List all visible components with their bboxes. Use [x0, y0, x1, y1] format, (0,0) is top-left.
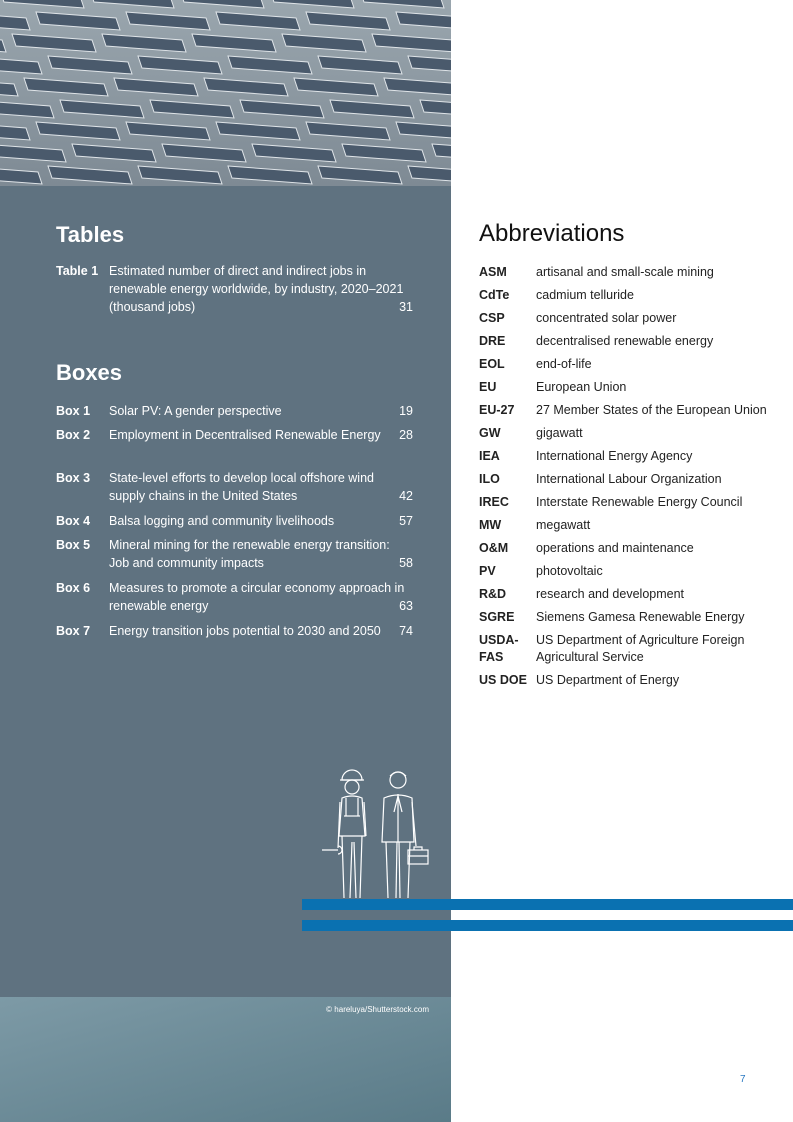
abbreviation-definition: concentrated solar power [536, 311, 677, 325]
abbreviation-definition: operations and maintenance [536, 541, 694, 555]
abbreviation-row [479, 672, 779, 689]
entry-page: 57 [396, 512, 413, 530]
entry-page: 74 [396, 622, 413, 640]
abbreviation-term: IEA [479, 449, 500, 463]
abbreviation-definition: artisanal and small-scale mining [536, 265, 714, 279]
entry-title: Solar PV: A gender perspective [109, 404, 282, 418]
toc-entry-box-5[interactable] [56, 536, 413, 572]
abbreviation-row [479, 540, 779, 557]
abbreviation-term: DRE [479, 334, 506, 348]
boxes-heading: Boxes [56, 360, 123, 385]
abbreviation-definition: cadmium telluride [536, 288, 634, 302]
abbreviation-row [479, 287, 779, 304]
abbreviation-term: O&M [479, 541, 509, 555]
entry-title: Mineral mining for the renewable energy transition: Job and community impacts [109, 538, 390, 570]
abbreviation-row [479, 563, 779, 580]
abbreviation-row [479, 632, 779, 666]
abbreviations-heading: Abbreviations [479, 220, 625, 247]
abbreviation-row [479, 402, 779, 419]
entry-page: 31 [396, 298, 413, 316]
entry-title: Energy transition jobs potential to 2030 and 2050 [109, 624, 381, 638]
abbreviation-term: EU [479, 380, 497, 394]
entry-page: 63 [396, 597, 413, 615]
abbreviation-definition: European Union [536, 380, 627, 394]
entry-page: 42 [396, 487, 413, 505]
abbreviation-term: GW [479, 426, 501, 440]
abbreviation-definition: US Department of Agriculture Foreign Agricultural Service [536, 633, 745, 664]
abbreviation-definition: gigawatt [536, 426, 583, 440]
entry-page: 58 [396, 554, 413, 572]
workers-illustration-icon [318, 766, 433, 900]
abbreviation-term: SGRE [479, 610, 515, 624]
abbreviation-definition: International Labour Organization [536, 472, 722, 486]
entry-title: Employment in Decentralised Renewable Energy [109, 428, 381, 442]
entry-label: Box 4 [56, 514, 91, 528]
abbreviation-term: CdTe [479, 288, 510, 302]
abbreviation-term: CSP [479, 311, 505, 325]
abbreviation-row [479, 333, 779, 350]
toc-entry-box-2[interactable] [56, 426, 413, 444]
abbreviation-term: EOL [479, 357, 505, 371]
abbreviation-definition: research and development [536, 587, 685, 601]
entry-page: 19 [396, 402, 413, 420]
abbreviation-row [479, 264, 779, 281]
page-number: 7 [740, 1074, 746, 1085]
abbreviation-row [479, 425, 779, 442]
toc-entry-box-3[interactable] [56, 469, 413, 505]
entry-title: State-level efforts to develop local offshore wind supply chains in the United States [109, 471, 374, 503]
entry-label: Box 6 [56, 581, 91, 595]
entry-title: Measures to promote a circular economy approach in renewable energy [109, 581, 405, 613]
solar-panels-photo [0, 0, 451, 186]
abbreviation-row [479, 356, 779, 373]
abbreviations-list [479, 264, 779, 695]
abbreviation-definition: 27 Member States of the European Union [536, 403, 767, 417]
entry-label: Box 2 [56, 428, 91, 442]
toc-entry-box-4[interactable] [56, 512, 413, 530]
abbreviation-definition: end-of-life [536, 357, 592, 371]
abbreviation-term: IREC [479, 495, 509, 509]
water-photo [0, 997, 451, 1122]
abbreviation-definition: Interstate Renewable Energy Council [536, 495, 743, 509]
entry-label: Table 1 [56, 264, 99, 278]
abbreviation-term: ILO [479, 472, 500, 486]
entry-label: Box 7 [56, 624, 91, 638]
entry-title: Balsa logging and community livelihoods [109, 514, 335, 528]
abbreviation-row [479, 471, 779, 488]
toc-entry-box-6[interactable] [56, 579, 413, 615]
abbreviation-term: EU-27 [479, 403, 515, 417]
abbreviation-definition: megawatt [536, 518, 591, 532]
toc-entry-box-7[interactable] [56, 622, 413, 640]
entry-page: 28 [396, 426, 413, 444]
toc-entry-table-1[interactable] [56, 262, 413, 316]
abbreviation-row [479, 379, 779, 396]
accent-stripe-bottom [302, 920, 793, 931]
abbreviation-row [479, 517, 779, 534]
abbreviation-definition: International Energy Agency [536, 449, 693, 463]
toc-entry-box-1[interactable] [56, 402, 413, 420]
abbreviation-term: PV [479, 564, 496, 578]
accent-stripe-top [302, 899, 793, 910]
abbreviation-term: R&D [479, 587, 507, 601]
entry-title: Estimated number of direct and indirect jobs in renewable energy worldwide, by industry, 2020–2021 (thousand jobs) [109, 264, 404, 314]
abbreviation-row [479, 310, 779, 327]
abbreviation-definition: photovoltaic [536, 564, 603, 578]
entry-label: Box 3 [56, 471, 91, 485]
abbreviation-term: MW [479, 518, 502, 532]
abbreviation-row [479, 448, 779, 465]
abbreviation-term: ASM [479, 265, 507, 279]
tables-heading: Tables [56, 222, 125, 247]
entry-label: Box 1 [56, 404, 91, 418]
entry-label: Box 5 [56, 538, 91, 552]
abbreviation-term: US DOE [479, 673, 527, 687]
abbreviation-definition: US Department of Energy [536, 673, 680, 687]
abbreviation-row [479, 609, 779, 626]
abbreviation-row [479, 586, 779, 603]
abbreviation-row [479, 494, 779, 511]
abbreviation-term: USDA-FAS [479, 633, 519, 664]
abbreviation-definition: decentralised renewable energy [536, 334, 714, 348]
abbreviation-definition: Siemens Gamesa Renewable Energy [536, 610, 745, 624]
photo-credit: © hareluya/Shutterstock.com [326, 1005, 429, 1014]
